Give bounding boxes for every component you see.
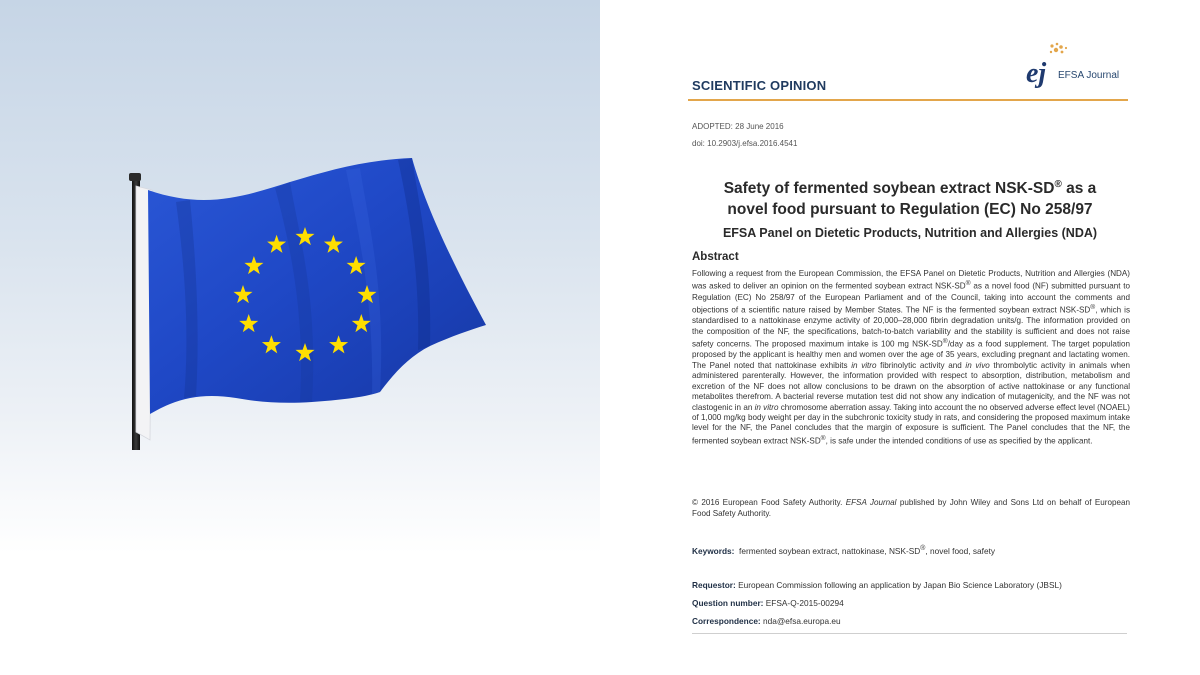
question-number: Question number: EFSA-Q-2015-00294 bbox=[692, 598, 844, 608]
keywords: Keywords: fermented soybean extract, nattokinase, NSK-SD®, novel food, safety bbox=[692, 545, 996, 556]
requestor: Requestor: European Commission following an application by Japan Bio Science Laboratory (JBSL) bbox=[692, 580, 1062, 590]
panel-name: EFSA Panel on Dietetic Products, Nutrition and Allergies (NDA) bbox=[722, 226, 1098, 240]
adopted-date: ADOPTED: 28 June 2016 bbox=[692, 122, 784, 131]
correspondence: Correspondence: nda@efsa.europa.eu bbox=[692, 616, 841, 626]
footer-rule bbox=[692, 633, 1127, 634]
document-title: Safety of fermented soybean extract NSK-SD® as a novel food pursuant to Regulation (EC) No 258/97 bbox=[723, 179, 1097, 219]
doi: doi: 10.2903/j.efsa.2016.4541 bbox=[692, 139, 798, 148]
correspondence-email[interactable]: nda@efsa.europa.eu bbox=[763, 616, 841, 626]
document-page bbox=[600, 0, 1200, 675]
flag-cloth bbox=[148, 158, 486, 414]
logo-letters: ej bbox=[1026, 58, 1047, 89]
abstract-text: Following a request from the European Commission, the EFSA Panel on Dietetic Products, Nutrition and Allergies (NDA) was asked to deliver an opinion on the fermented soybean extract NSK-SD® as a novel food (NF) submitted pursuant to Regulation (EC) No 258/97 of the European Parliament and of the Council, taking into account the comments and objections of a scientific nature raised by Member States. The NF is the fermented soybean extract NSK-SD®, which is standardised to a nattokinase enzyme activity of 20,000–28,000 fibrin degradation units/g. The information provided on the composition of the NF, the specifications, batch-to-batch variability and the stability is sufficient and does not raise safety concerns. The proposed maximum intake is 100 mg NSK-SD®/day as a food supplement. The target population proposed by the applicant is healthy men and women over the age of 35 years, excluding pregnant and lactating women. The Panel noted that nattokinase exhibits in vitro fibrinolytic activity and in vivo thrombolytic activity in animals when administered parenterally. However, the information provided with respect to absorption, distribution, metabolism and excretion of the NF does not allow conclusions to be drawn on the absorption of active nattokinase or any functional metabolites therefrom. A bacterial reverse mutation test did not show any indication of mutagenicity, and the NF was not clastogenic in an in vitro chromosome aberration assay. Taking into account the no observed adverse effect level (NOAEL) of 1,000 mg/kg body weight per day in the subchronic toxicity study in rats, and considering the proposed maximum intake level for the NF, the Panel concludes that the margin of exposure is sufficient. The Panel concludes that the NF, the fermented soybean extract NSK-SD®, is safe under the intended conditions of use as specified by the applicant. bbox=[692, 269, 1130, 446]
journal-name: EFSA Journal bbox=[1058, 70, 1120, 81]
abstract-heading: Abstract bbox=[692, 251, 739, 263]
copyright-notice: © 2016 European Food Safety Authority. EFSA Journal published by John Wiley and Sons Ltd on behalf of European Food Safety Authority. bbox=[692, 498, 1130, 518]
section-label: SCIENTIFIC OPINION bbox=[692, 78, 827, 93]
